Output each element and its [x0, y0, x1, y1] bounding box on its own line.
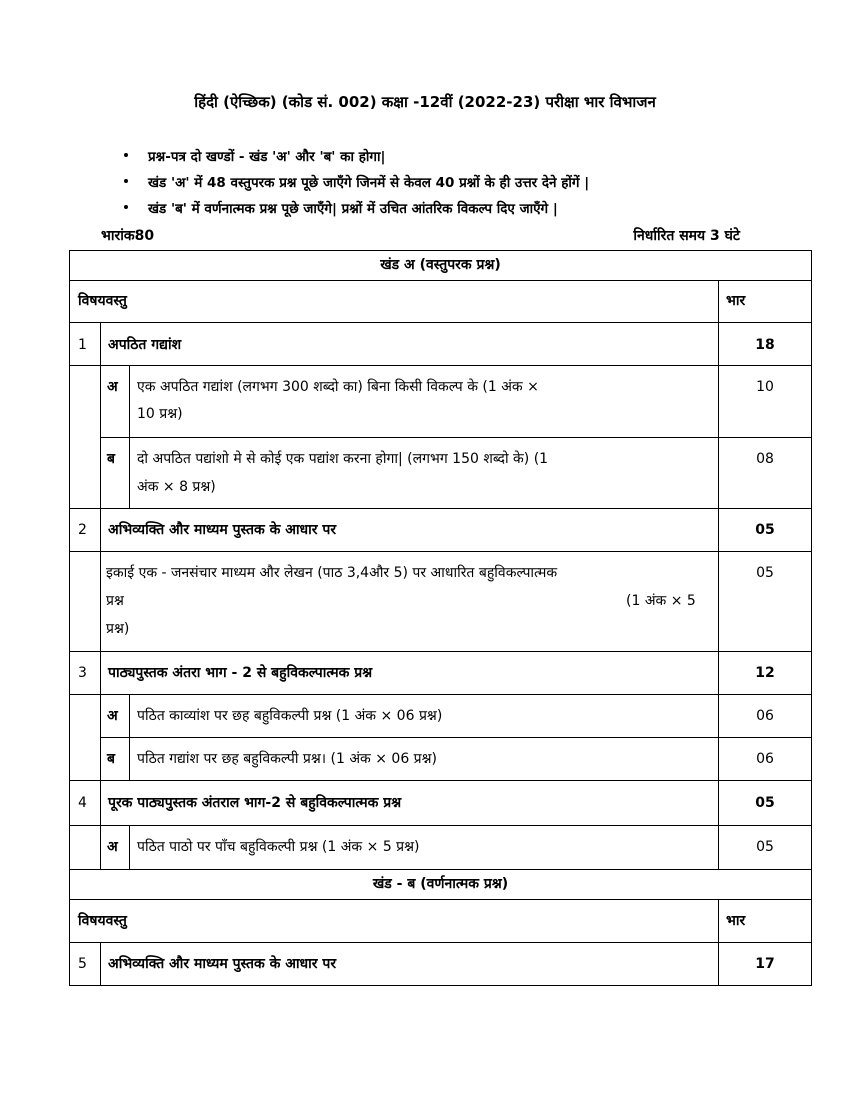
weight-header: भार	[726, 293, 746, 309]
q1-title-cell	[100, 322, 719, 366]
q3b-letter-cell	[100, 737, 130, 781]
q5-num: 5	[78, 956, 87, 972]
bullet-icon	[124, 205, 128, 209]
q2-sub-num-cell	[69, 551, 101, 652]
q5-title: अभिव्यक्ति और माध्यम पुस्तक के आधार पर	[108, 956, 337, 972]
q1-sub-num-cell	[69, 365, 101, 509]
subject-header: विषयवस्तु	[78, 293, 127, 309]
q2-line2a: प्रश्न	[106, 593, 124, 609]
instruction-item: प्रश्न-पत्र दो खण्डों - खंड 'अ' और 'ब' का होगा|	[122, 146, 589, 172]
q4a-text: पठित पाठो पर पाँच बहुविकल्पी प्रश्न (1 अंक × 5 प्रश्न)	[137, 839, 420, 855]
q4-sub-num-cell	[69, 825, 101, 870]
q1a-line2: 10 प्रश्न)	[137, 406, 183, 422]
weight-header-b: भार	[726, 913, 746, 929]
q3-weight: 12	[755, 665, 775, 681]
q1b-letter-cell	[100, 437, 130, 509]
q1b-weight: 08	[756, 451, 774, 467]
instruction-list	[122, 146, 589, 224]
q4-title: पूरक पाठ्यपुस्तक अंतराल भाग-2 से बहुविकल्पात्मक प्रश्न	[108, 795, 402, 811]
subject-header-cell	[69, 280, 719, 323]
q3a-weight: 06	[756, 708, 774, 724]
q1b-letter: ब	[107, 451, 115, 467]
q2-line1: इकाई एक - जनसंचार माध्यम और लेखन (पाठ 3,4और 5) पर आधारित बहुविकल्पात्मक	[106, 565, 558, 581]
q2-weight: 05	[755, 522, 775, 538]
q2-line3: प्रश्न)	[106, 621, 130, 637]
q1a-letter: अ	[107, 379, 118, 395]
subject-header-b-cell	[69, 899, 719, 943]
q4a-weight: 05	[756, 839, 774, 855]
q3-num: 3	[78, 665, 87, 681]
q2-num: 2	[78, 522, 87, 538]
section-b-heading: खंड - ब (वर्णनात्मक प्रश्न)	[372, 876, 509, 892]
q2-title: अभिव्यक्ति और माध्यम पुस्तक के आधार पर	[108, 522, 337, 538]
q1a-weight: 10	[756, 379, 774, 395]
q1b-line1: दो अपठित पद्यांशो मे से कोई एक पद्यांश करना होगा| (लगभग 150 शब्दो के) (1	[137, 451, 549, 467]
q3a-letter: अ	[107, 708, 118, 724]
time-allowed: निर्धारित समय 3 घंटे	[633, 228, 740, 244]
q1-title: अपठित गद्यांश	[108, 337, 182, 353]
bullet-icon	[124, 153, 128, 157]
q1a-line1: एक अपठित गद्यांश (लगभग 300 शब्दो का) बिना किसी विकल्प के (1 अंक ×	[137, 379, 539, 395]
subject-header-b: विषयवस्तु	[78, 913, 127, 929]
q4-weight: 05	[755, 795, 775, 811]
q2-sub-weight: 05	[756, 565, 774, 581]
instruction-item: खंड 'ब' में वर्णनात्मक प्रश्न पूछे जाएँगे| प्रश्नों में उचित आंतरिक विकल्प दिए जाएँगे |	[122, 198, 589, 224]
q4a-letter: अ	[107, 839, 118, 855]
q3b-weight: 06	[756, 751, 774, 767]
instruction-item: खंड 'अ' में 48 वस्तुपरक प्रश्न पूछे जाएँगे जिनमें से केवल 40 प्रश्नों के ही उत्तर देने होंगें |	[122, 172, 589, 198]
q4-num: 4	[78, 795, 87, 811]
total-marks: भारांक80	[101, 228, 155, 244]
bullet-icon	[124, 179, 128, 183]
q1-num: 1	[78, 337, 87, 353]
q2-line2b: (1 अंक × 5	[626, 593, 696, 609]
q3b-letter: ब	[107, 751, 115, 767]
q3-sub-num-cell	[69, 694, 101, 781]
q1-weight: 18	[755, 337, 775, 353]
page-title: हिंदी (ऐच्छिक) (कोड सं. 002) कक्षा -12वीं (2022-23) परीक्षा भार विभाजन	[194, 93, 656, 111]
q3-title: पाठ्यपुस्तक अंतरा भाग - 2 से बहुविकल्पात्मक प्रश्न	[108, 665, 373, 681]
q3a-text: पठित काव्यांश पर छह बहुविकल्पी प्रश्न (1 अंक × 06 प्रश्न)	[137, 708, 443, 724]
q1b-line2: अंक × 8 प्रश्न)	[137, 479, 216, 495]
q5-weight: 17	[755, 956, 775, 972]
q3b-text: पठित गद्यांश पर छह बहुविकल्पी प्रश्न। (1 अंक × 06 प्रश्न)	[137, 751, 437, 767]
section-a-heading: खंड अ (वस्तुपरक प्रश्न)	[380, 257, 501, 273]
